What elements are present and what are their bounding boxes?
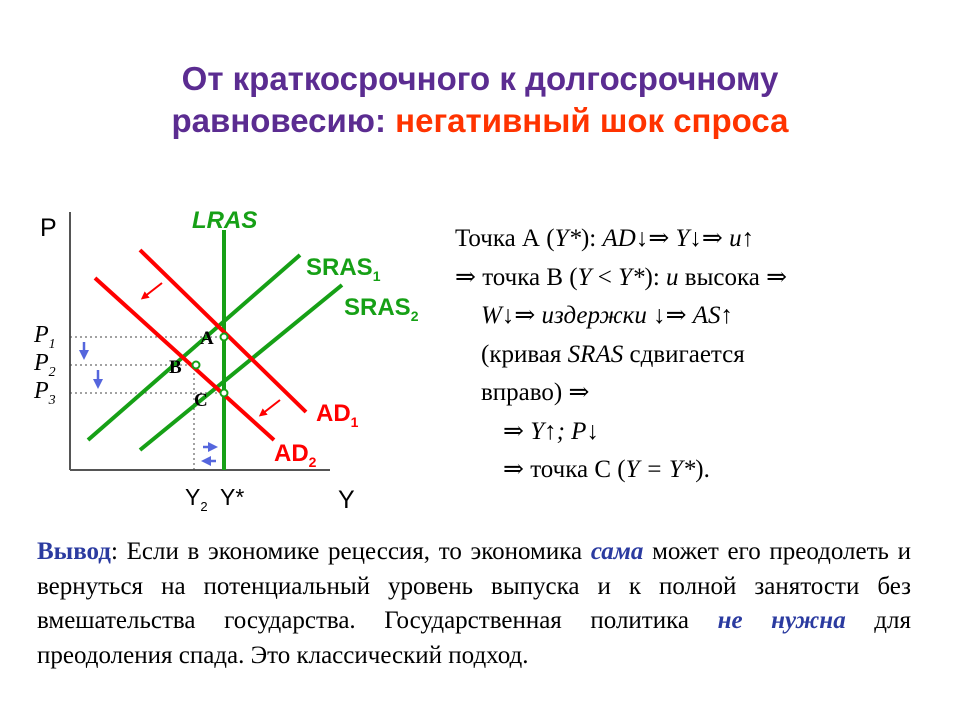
explanation-block [455,220,925,490]
point-b-marker [193,362,200,369]
explain-7c: ). [695,456,710,483]
explain-2b: Y [577,263,592,291]
explain-2g: высока ⇒ [678,263,788,291]
output-label-ystar: Y* [220,484,245,510]
explain-5: вправо) ⇒ [481,379,590,406]
ad2-label: $AD_2$ [274,440,317,470]
explain-4a: (кривая [481,340,568,368]
explain-2e: ): [644,263,667,291]
conclusion-ne-nuzhna: не нужна [717,607,846,634]
title-line-2-start: равновесию: [171,102,396,139]
conclusion-part-2: может его преодолеть и вернуться на потенциальный уровень выпуска и к полной занятости без вмешательства государства. Государственная политика [37,538,912,634]
ad1-label: $AD_1$ [316,400,359,430]
price-label-p2: $P_2$ [34,350,56,380]
explain-line-2 [455,259,925,298]
explain-4c: сдвигается [623,340,745,368]
point-a-marker [221,334,228,341]
point-a-label: A [200,328,214,349]
explain-3: W↓⇒ издержки ↓⇒ AS↑ [481,302,734,329]
conclusion-label: Вывод [37,538,111,565]
title-line-1: От краткосрочного к долгосрочному [181,60,779,97]
output-label-y2: $Y_2$ [185,484,208,514]
point-c-marker [221,390,228,397]
price-label-p1: $P_1$ [34,322,56,352]
sras2-label: $SRAS_2$ [344,294,419,324]
ad-shift-arrow-2 [262,400,280,414]
axis-p-label: P [40,214,57,242]
explain-line-5 [455,374,925,413]
explain-7b: Y = Y* [625,456,696,483]
point-b-label: B [169,357,182,378]
conclusion-sama: сама [590,538,644,565]
explain-4b: SRAS [567,340,624,368]
explain-1c: ): [580,225,603,252]
explain-line-3 [455,297,925,336]
conclusion-paragraph [37,535,911,673]
conclusion-part-1: : Если в экономике рецессия, то экономика [110,538,591,565]
explain-line-1 [455,220,925,259]
title-highlight: негативный шок спроса [395,102,789,139]
explain-2a: ⇒ точка В ( [455,263,578,291]
explain-2d: Y* [618,263,645,291]
explain-7a: ⇒ точка С ( [503,456,626,483]
ad-shift-arrow-1 [144,283,162,297]
explain-1b: Y* [554,225,581,252]
conclusion-part-3: для преодоления спада. Это классический подход. [37,607,911,669]
explain-6: ⇒ Y↑; P↓ [503,417,599,445]
explain-1d: AD↓⇒ Y↓⇒ u↑ [602,225,755,252]
explain-line-7 [455,451,925,490]
lras-label: LRAS [192,207,258,234]
explain-line-4 [455,336,925,375]
explain-2c: < [591,263,619,291]
explain-2f: u [666,263,679,291]
sras1-label: $SRAS_1$ [306,254,381,284]
point-c-label: C [194,390,208,411]
explain-line-6 [455,413,925,452]
axis-y-label: Y [338,486,355,514]
explain-1a: Точка А ( [455,225,555,252]
price-label-p3: $P_3$ [34,378,56,408]
